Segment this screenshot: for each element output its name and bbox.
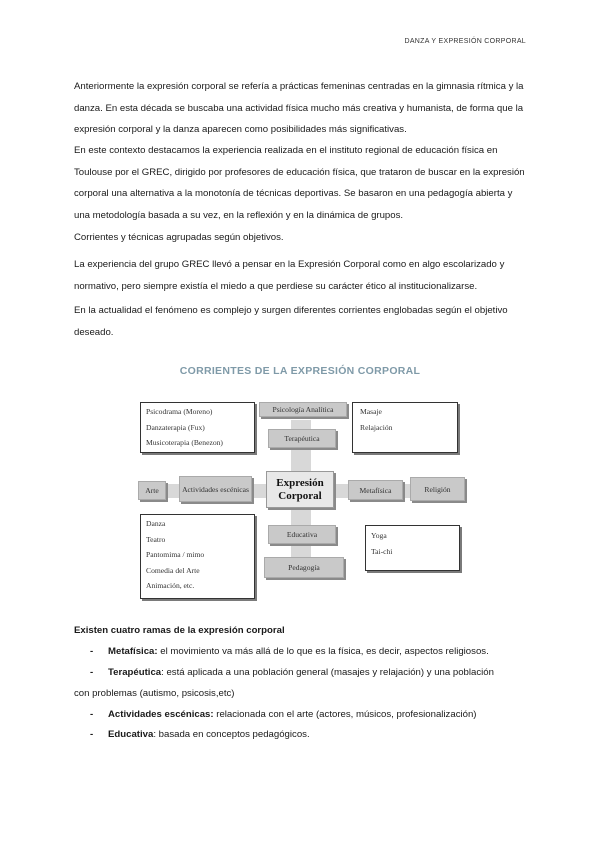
branch-item: Educativa: basada en conceptos pedagógicos.: [108, 729, 310, 740]
branch-item-continuation: con problemas (autismo, psicosis,etc): [74, 688, 235, 699]
box-psicologia-analitica: Psicología Analítica: [259, 402, 347, 417]
paragraph-4: La experiencia del grupo GREC llevó a pensar en la Expresión Corporal como en algo escolarizado y normativo, pero siempre existía el miedo a que perdiese su carácter ético al institucionalizarse.: [74, 259, 505, 292]
paragraph-3: Corrientes y técnicas agrupadas según objetivos.: [74, 232, 284, 243]
box-actividades-escenicas: Actividades escénicas: [179, 476, 252, 502]
paragraph-2: En este contexto destacamos la experiencia realizada en el instituto regional de educación física en Toulouse por el GREC, dirigido por profesores de educación física, que trataron de buscar en la expresión corporal una alternativa a la monotonía de técnicas deportivas. Se basaron en una pedagogía abierta y una metodología basada a su vez, en la reflexión y en la dinámica de grupos.: [74, 145, 525, 221]
branch-item: Actividades escénicas: relacionada con el arte (actores, músicos, profesionalización): [108, 709, 477, 720]
box-pedagogia: Pedagogía: [264, 557, 344, 578]
box-religion: Religión: [410, 477, 465, 501]
branches-title: Existen cuatro ramas de la expresión corporal: [74, 625, 285, 636]
box-terapeutica: Terapéutica: [268, 429, 336, 448]
paragraph-5: En la actualidad el fenómeno es complejo y surgen diferentes corrientes englobadas según el objetivo deseado.: [74, 305, 508, 338]
box-yoga-taichi: Yoga Tai-chi: [365, 525, 460, 571]
diagram-title: CORRIENTES DE LA EXPRESIÓN CORPORAL: [179, 365, 421, 377]
box-stage-arts: Danza Teatro Pantomima / mimo Comedia del Arte Animación, etc.: [140, 514, 255, 599]
box-masaje-relajacion: Masaje Relajación: [352, 402, 458, 453]
box-therapies: Psicodrama (Moreno) Danzaterapia (Fux) Musicoterapia (Benezon): [140, 402, 255, 453]
box-educativa: Educativa: [268, 525, 336, 544]
box-expresion-corporal: Expresión Corporal: [266, 471, 334, 508]
paragraph-1: Anteriormente la expresión corporal se refería a prácticas femeninas centradas en la gimnasia rítmica y la danza. En esta década se buscaba una actividad física mucho más creativa y humanista, de forma que la expresión corporal y la danza aparecen como posibilidades más significativas.: [74, 81, 524, 135]
page-header: DANZA Y EXPRESIÓN CORPORAL: [404, 38, 526, 45]
box-arte: Arte: [138, 481, 166, 500]
branch-item: Terapéutica: está aplicada a una población general (masajes y relajación) y una población: [108, 667, 494, 678]
box-metafisica: Metafísica: [348, 480, 403, 500]
branch-item: Metafísica: el movimiento va más allá de lo que es la física, es decir, aspectos religiosos.: [108, 646, 489, 657]
